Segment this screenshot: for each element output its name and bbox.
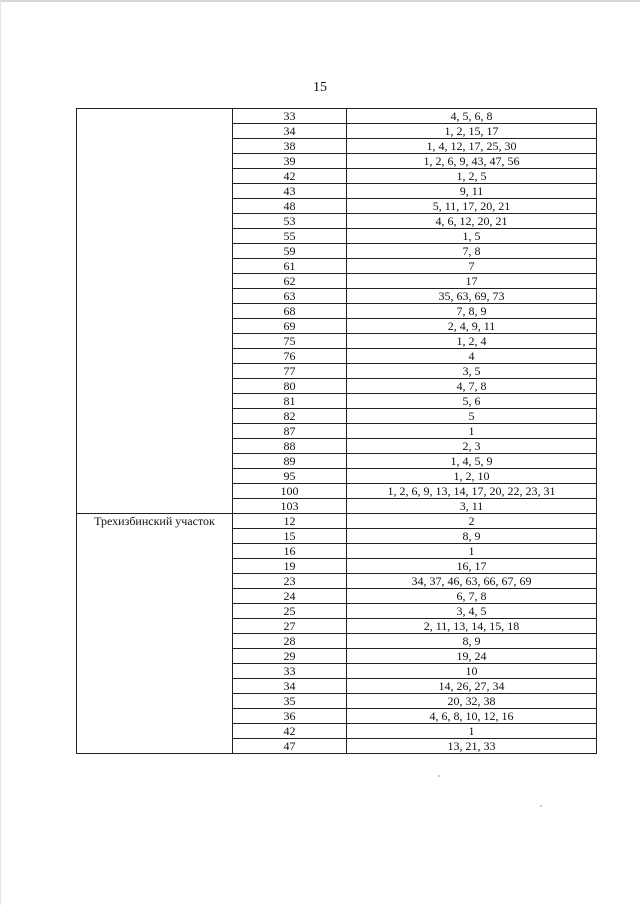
quarter-number-cell: 42 bbox=[233, 169, 347, 184]
sections-cell: 7, 8 bbox=[347, 244, 597, 259]
sections-cell: 1, 5 bbox=[347, 229, 597, 244]
quarter-number-cell: 80 bbox=[233, 379, 347, 394]
quarter-number-cell: 47 bbox=[233, 739, 347, 754]
quarter-number-cell: 23 bbox=[233, 574, 347, 589]
table-container bbox=[76, 108, 596, 754]
quarter-number-cell: 27 bbox=[233, 619, 347, 634]
page-number: 15 bbox=[313, 80, 327, 95]
quarter-number-cell: 75 bbox=[233, 334, 347, 349]
quarter-number-cell: 95 bbox=[233, 469, 347, 484]
sections-cell: 1 bbox=[347, 544, 597, 559]
sections-cell: 34, 37, 46, 63, 66, 67, 69 bbox=[347, 574, 597, 589]
sections-cell: 1, 4, 12, 17, 25, 30 bbox=[347, 139, 597, 154]
sections-cell: 1, 4, 5, 9 bbox=[347, 454, 597, 469]
quarter-number-cell: 55 bbox=[233, 229, 347, 244]
quarter-number-cell: 68 bbox=[233, 304, 347, 319]
sections-cell: 4, 7, 8 bbox=[347, 379, 597, 394]
table-body bbox=[77, 109, 597, 754]
quarter-number-cell: 62 bbox=[233, 274, 347, 289]
sections-cell: 8, 9 bbox=[347, 634, 597, 649]
quarter-number-cell: 25 bbox=[233, 604, 347, 619]
area-name-cell bbox=[77, 109, 233, 514]
table-row bbox=[77, 514, 597, 529]
quarter-number-cell: 42 bbox=[233, 724, 347, 739]
quarter-number-cell: 100 bbox=[233, 484, 347, 499]
sections-cell: 1, 2, 4 bbox=[347, 334, 597, 349]
sections-cell: 20, 32, 38 bbox=[347, 694, 597, 709]
sections-cell: 7, 8, 9 bbox=[347, 304, 597, 319]
sections-cell: 1 bbox=[347, 724, 597, 739]
quarter-number-cell: 34 bbox=[233, 124, 347, 139]
quarter-number-cell: 12 bbox=[233, 514, 347, 529]
sections-cell: 10 bbox=[347, 664, 597, 679]
sections-cell: 19, 24 bbox=[347, 649, 597, 664]
scan-speck bbox=[540, 805, 542, 807]
sections-cell: 4 bbox=[347, 349, 597, 364]
quarter-number-cell: 24 bbox=[233, 589, 347, 604]
sections-cell: 2, 4, 9, 11 bbox=[347, 319, 597, 334]
quarter-number-cell: 19 bbox=[233, 559, 347, 574]
quarter-number-cell: 28 bbox=[233, 634, 347, 649]
quarter-number-cell: 36 bbox=[233, 709, 347, 724]
quarter-number-cell: 34 bbox=[233, 679, 347, 694]
sections-cell: 8, 9 bbox=[347, 529, 597, 544]
quarter-number-cell: 33 bbox=[233, 109, 347, 124]
sections-cell: 3, 4, 5 bbox=[347, 604, 597, 619]
quarter-number-cell: 39 bbox=[233, 154, 347, 169]
sections-cell: 14, 26, 27, 34 bbox=[347, 679, 597, 694]
sections-cell: 1, 2, 10 bbox=[347, 469, 597, 484]
sections-cell: 2, 3 bbox=[347, 439, 597, 454]
quarter-number-cell: 33 bbox=[233, 664, 347, 679]
table-row bbox=[77, 109, 597, 124]
quarter-number-cell: 35 bbox=[233, 694, 347, 709]
quarter-number-cell: 87 bbox=[233, 424, 347, 439]
scan-edge bbox=[0, 0, 640, 2]
quarter-number-cell: 63 bbox=[233, 289, 347, 304]
area-name-cell: Трехизбинский участок bbox=[77, 514, 233, 754]
sections-cell: 4, 6, 8, 10, 12, 16 bbox=[347, 709, 597, 724]
sections-cell: 1 bbox=[347, 424, 597, 439]
quarter-number-cell: 29 bbox=[233, 649, 347, 664]
quarter-number-cell: 69 bbox=[233, 319, 347, 334]
sections-cell: 5 bbox=[347, 409, 597, 424]
quarter-number-cell: 82 bbox=[233, 409, 347, 424]
quarter-number-cell: 81 bbox=[233, 394, 347, 409]
sections-cell: 2, 11, 13, 14, 15, 18 bbox=[347, 619, 597, 634]
sections-cell: 1, 2, 6, 9, 43, 47, 56 bbox=[347, 154, 597, 169]
quarter-number-cell: 59 bbox=[233, 244, 347, 259]
sections-cell: 2 bbox=[347, 514, 597, 529]
sections-cell: 4, 6, 12, 20, 21 bbox=[347, 214, 597, 229]
sections-cell: 9, 11 bbox=[347, 184, 597, 199]
quarter-number-cell: 15 bbox=[233, 529, 347, 544]
scan-edge bbox=[0, 0, 1, 905]
forest-plots-table bbox=[76, 108, 597, 754]
quarter-number-cell: 43 bbox=[233, 184, 347, 199]
sections-cell: 1, 2, 15, 17 bbox=[347, 124, 597, 139]
sections-cell: 6, 7, 8 bbox=[347, 589, 597, 604]
quarter-number-cell: 48 bbox=[233, 199, 347, 214]
sections-cell: 35, 63, 69, 73 bbox=[347, 289, 597, 304]
quarter-number-cell: 38 bbox=[233, 139, 347, 154]
sections-cell: 5, 6 bbox=[347, 394, 597, 409]
quarter-number-cell: 76 bbox=[233, 349, 347, 364]
quarter-number-cell: 88 bbox=[233, 439, 347, 454]
sections-cell: 1, 2, 6, 9, 13, 14, 17, 20, 22, 23, 31 bbox=[347, 484, 597, 499]
sections-cell: 1, 2, 5 bbox=[347, 169, 597, 184]
quarter-number-cell: 61 bbox=[233, 259, 347, 274]
sections-cell: 13, 21, 33 bbox=[347, 739, 597, 754]
sections-cell: 3, 11 bbox=[347, 499, 597, 514]
sections-cell: 5, 11, 17, 20, 21 bbox=[347, 199, 597, 214]
quarter-number-cell: 89 bbox=[233, 454, 347, 469]
scan-speck bbox=[438, 775, 440, 777]
quarter-number-cell: 16 bbox=[233, 544, 347, 559]
quarter-number-cell: 77 bbox=[233, 364, 347, 379]
sections-cell: 17 bbox=[347, 274, 597, 289]
sections-cell: 4, 5, 6, 8 bbox=[347, 109, 597, 124]
quarter-number-cell: 53 bbox=[233, 214, 347, 229]
sections-cell: 7 bbox=[347, 259, 597, 274]
sections-cell: 3, 5 bbox=[347, 364, 597, 379]
quarter-number-cell: 103 bbox=[233, 499, 347, 514]
sections-cell: 16, 17 bbox=[347, 559, 597, 574]
